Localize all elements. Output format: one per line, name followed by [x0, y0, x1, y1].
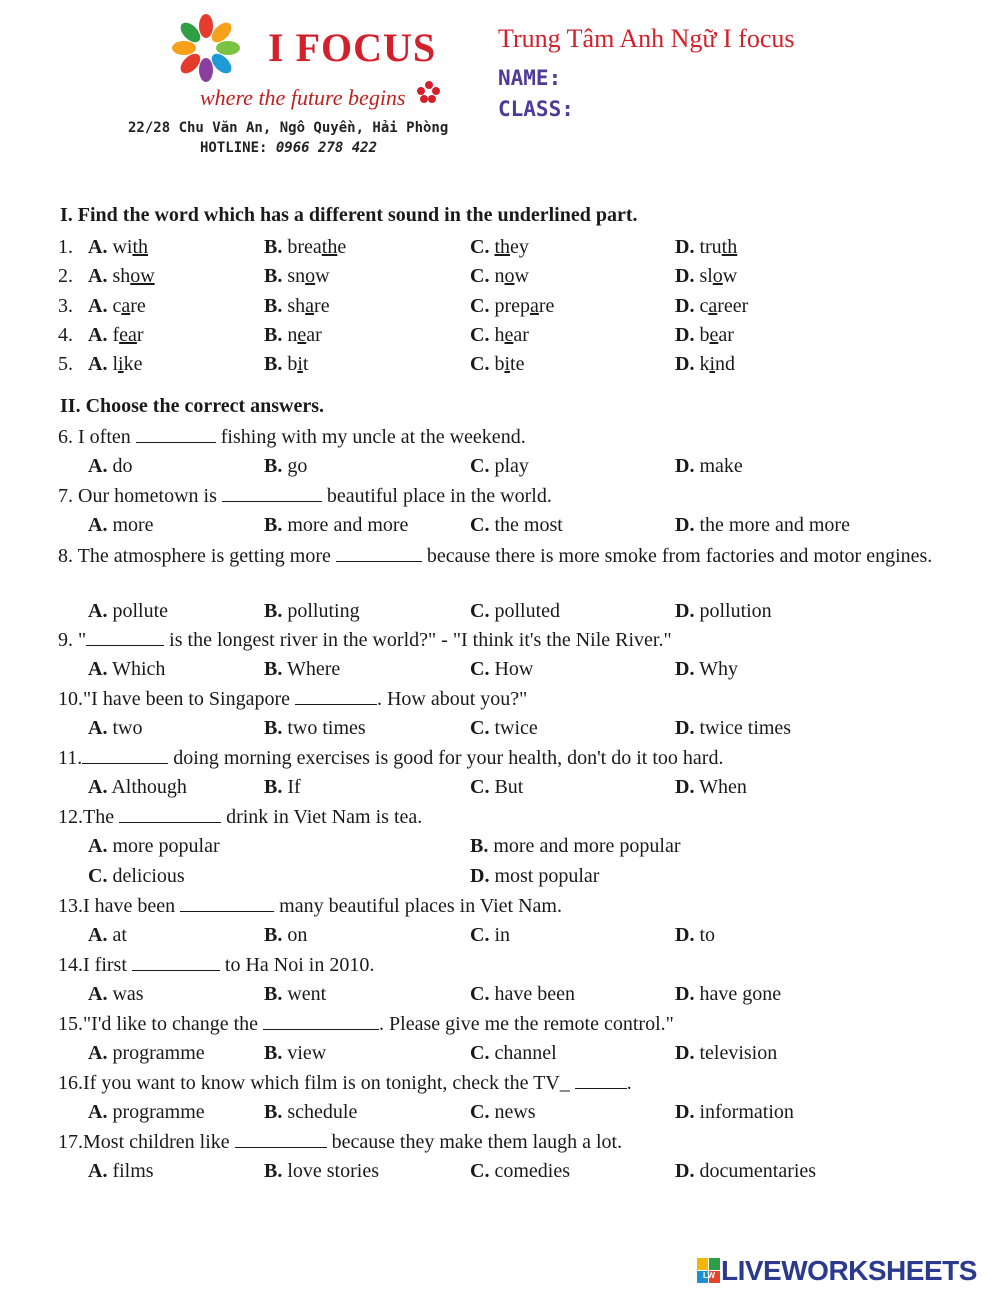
- stem-text: "I'd like to change the: [83, 1013, 264, 1035]
- liveworksheets-text: LIVEWORKSHEETS: [721, 1255, 977, 1286]
- options-row: [58, 862, 958, 890]
- question-number: 11.: [58, 747, 83, 769]
- option-b[interactable]: B. Where: [264, 658, 341, 680]
- worksheet-header: [0, 0, 1000, 190]
- question-number: 15.: [58, 1013, 83, 1035]
- underlined-part: e: [504, 324, 514, 346]
- question-14: [58, 951, 938, 979]
- underlined-part: e: [709, 324, 719, 346]
- question-7: [58, 482, 938, 510]
- answer-blank[interactable]: [119, 804, 221, 823]
- options-row: [58, 597, 958, 625]
- underlined-part: ea: [119, 324, 137, 346]
- option-d[interactable]: D. have gone: [675, 983, 782, 1005]
- stem-text: I first: [83, 954, 132, 976]
- option-c[interactable]: C. delicious: [88, 865, 185, 887]
- question-6: [58, 423, 938, 451]
- option-b[interactable]: B. near: [264, 324, 322, 346]
- underlined-part: a: [530, 295, 539, 317]
- option-a[interactable]: A. more: [88, 514, 154, 536]
- option-c[interactable]: C. news: [470, 1101, 536, 1123]
- underlined-part: th: [132, 236, 149, 258]
- option-d[interactable]: D. career: [675, 295, 749, 317]
- stem-text: is the longest river in the world?" - "I think it's the Nile River.": [164, 629, 672, 651]
- option-b[interactable]: B. snow: [264, 265, 330, 287]
- option-b[interactable]: B. on: [264, 924, 308, 946]
- stem-text: many beautiful places in Viet Nam.: [274, 895, 562, 917]
- option-b[interactable]: B. If: [264, 776, 301, 798]
- option-b[interactable]: B. polluting: [264, 600, 360, 622]
- options-row: [58, 655, 958, 683]
- option-c[interactable]: C. twice: [470, 717, 538, 739]
- name-field-label: NAME:: [498, 66, 562, 90]
- underlined-part: a: [305, 295, 315, 317]
- option-c[interactable]: C. bite: [470, 353, 525, 375]
- hotline-label: HOTLINE:: [200, 140, 268, 156]
- option-d[interactable]: D. pollution: [675, 600, 772, 622]
- liveworksheets-badge-icon: [697, 1258, 721, 1284]
- stem-text: because there is more smoke from factories and motor engines.: [421, 545, 933, 567]
- option-a[interactable]: A. care: [88, 295, 146, 317]
- question-number: 3.: [58, 295, 73, 317]
- liveworksheets-logo[interactable]: [697, 1256, 977, 1286]
- option-b[interactable]: B. schedule: [264, 1101, 358, 1123]
- answer-blank[interactable]: [86, 627, 164, 646]
- question-1: [58, 233, 958, 261]
- options-row: [58, 452, 958, 480]
- underlined-part: th: [494, 236, 511, 258]
- brand-name: I FOCUS: [268, 25, 437, 70]
- option-d[interactable]: D. truth: [675, 236, 738, 258]
- question-number: 7.: [58, 485, 73, 507]
- center-address: 22/28 Chu Văn An, Ngô Quyền, Hải Phòng: [128, 120, 449, 136]
- question-8: [58, 542, 938, 570]
- options-row: [58, 1157, 958, 1185]
- option-b[interactable]: B. breathe: [264, 236, 347, 258]
- option-c[interactable]: C. How: [470, 658, 534, 680]
- underlined-part: i: [504, 353, 511, 375]
- question-16: [58, 1069, 938, 1097]
- badge-text: LW: [703, 1271, 715, 1280]
- option-d[interactable]: D. to: [675, 924, 716, 946]
- option-a[interactable]: A. do: [88, 455, 133, 477]
- options-row: [58, 511, 958, 539]
- question-number: 12.: [58, 806, 83, 828]
- stem-text: fishing with my uncle at the weekend.: [215, 426, 526, 448]
- class-field-label: CLASS:: [498, 97, 574, 121]
- question-number: 5.: [58, 353, 73, 375]
- options-row: [58, 980, 958, 1008]
- answer-blank[interactable]: [132, 952, 220, 971]
- option-a[interactable]: A. pollute: [88, 600, 168, 622]
- option-a[interactable]: A. show: [88, 265, 155, 287]
- question-17: [58, 1128, 938, 1156]
- answer-blank[interactable]: [180, 893, 274, 912]
- option-a[interactable]: A. was: [88, 983, 144, 1005]
- question-3: [58, 292, 958, 320]
- underlined-part: o: [305, 265, 316, 287]
- option-a[interactable]: A. programme: [88, 1101, 205, 1123]
- underlined-part: o: [712, 265, 723, 287]
- option-b[interactable]: B. love stories: [264, 1160, 379, 1182]
- question-number: 16.: [58, 1072, 83, 1094]
- option-d[interactable]: D. Why: [675, 658, 738, 680]
- option-a[interactable]: A. with: [88, 236, 149, 258]
- answer-blank[interactable]: [235, 1129, 327, 1148]
- option-c[interactable]: C. polluted: [470, 600, 560, 622]
- underlined-part: th: [721, 236, 738, 258]
- stem-text: Our hometown is: [78, 485, 222, 507]
- option-c[interactable]: C. they: [470, 236, 529, 258]
- star-logo-icon: [170, 12, 242, 84]
- question-13: [58, 892, 938, 920]
- option-d[interactable]: D. television: [675, 1042, 778, 1064]
- question-number: 2.: [58, 265, 73, 287]
- question-number: 9.: [58, 629, 73, 651]
- option-b[interactable]: B. more and more: [264, 514, 409, 536]
- option-a[interactable]: A. more popular: [88, 835, 220, 857]
- question-15: [58, 1010, 938, 1038]
- option-a[interactable]: A. two: [88, 717, 143, 739]
- option-a[interactable]: A. at: [88, 924, 127, 946]
- stem-text: . Please give me the remote control.": [379, 1013, 674, 1035]
- underlined-part: i: [297, 353, 303, 375]
- options-row: [58, 714, 958, 742]
- option-c[interactable]: C. But: [470, 776, 524, 798]
- question-number: 1.: [58, 236, 73, 258]
- option-d[interactable]: D. kind: [675, 353, 736, 375]
- option-d[interactable]: D. the more and more: [675, 514, 850, 536]
- question-5: [58, 350, 958, 378]
- question-number: 14.: [58, 954, 83, 976]
- question-number: 6.: [58, 426, 73, 448]
- option-a[interactable]: A. programme: [88, 1042, 205, 1064]
- answer-blank[interactable]: [136, 424, 216, 443]
- option-d[interactable]: D. twice times: [675, 717, 792, 739]
- stem-text: ": [78, 629, 87, 651]
- center-name: Trung Tâm Anh Ngữ I focus: [498, 24, 795, 53]
- stem-text: I often: [78, 426, 136, 448]
- option-c[interactable]: C. have been: [470, 983, 575, 1005]
- option-d[interactable]: D. documentaries: [675, 1160, 817, 1182]
- options-row: [58, 1098, 958, 1126]
- stem-text: because they make them laugh a lot.: [326, 1131, 623, 1153]
- stem-text: doing morning exercises is good for your health, don't do it too hard.: [168, 747, 724, 769]
- option-d[interactable]: D. slow: [675, 265, 738, 287]
- underlined-part: i: [709, 353, 716, 375]
- flower-icon: [417, 80, 441, 104]
- question-number: 13.: [58, 895, 83, 917]
- hotline: [200, 140, 377, 156]
- option-b[interactable]: B. two times: [264, 717, 366, 739]
- stem-text: "I have been to Singapore: [83, 688, 295, 710]
- option-a[interactable]: A. fear: [88, 324, 144, 346]
- option-a[interactable]: A. Which: [88, 658, 166, 680]
- stem-text: . How about you?": [376, 688, 528, 710]
- stem-text: If you want to know which film is on tonight, check the TV_: [83, 1072, 575, 1094]
- option-a[interactable]: A. films: [88, 1160, 154, 1182]
- option-b[interactable]: B. share: [264, 295, 330, 317]
- answer-blank[interactable]: [222, 483, 322, 502]
- question-9: [58, 626, 938, 654]
- stem-text: The: [83, 806, 120, 828]
- answer-blank[interactable]: [575, 1070, 627, 1089]
- question-12: [58, 803, 938, 831]
- brand-slogan: where the future begins: [200, 85, 406, 110]
- stem-text: to Ha Noi in 2010.: [219, 954, 375, 976]
- option-b[interactable]: B. bit: [264, 353, 309, 375]
- option-c[interactable]: C. in: [470, 924, 511, 946]
- answer-blank[interactable]: [263, 1011, 379, 1030]
- answer-blank[interactable]: [336, 543, 422, 562]
- option-d[interactable]: D. When: [675, 776, 747, 798]
- option-b[interactable]: B. view: [264, 1042, 327, 1064]
- option-b[interactable]: B. go: [264, 455, 308, 477]
- question-10: [58, 685, 938, 713]
- hotline-number: 0966 278 422: [275, 140, 378, 156]
- question-number: 10.: [58, 688, 83, 710]
- section-1-title: I. Find the word which has a different sound in the underlined part.: [60, 204, 638, 226]
- stem-text: I have been: [83, 895, 181, 917]
- underlined-part: i: [118, 353, 124, 375]
- question-11: [58, 744, 938, 772]
- question-number: 17.: [58, 1131, 83, 1153]
- underlined-part: a: [121, 295, 131, 317]
- option-c[interactable]: C. hear: [470, 324, 529, 346]
- option-b[interactable]: B. more and more popular: [470, 835, 681, 857]
- option-d[interactable]: D. make: [675, 455, 743, 477]
- option-d[interactable]: D. bear: [675, 324, 734, 346]
- options-row: [58, 921, 958, 949]
- answer-blank[interactable]: [82, 745, 168, 764]
- option-c[interactable]: C. play: [470, 455, 529, 477]
- stem-text: The atmosphere is getting more: [77, 545, 336, 567]
- option-c[interactable]: C. comedies: [470, 1160, 570, 1182]
- option-a[interactable]: A. like: [88, 353, 143, 375]
- options-row: [58, 832, 958, 860]
- option-d[interactable]: D. most popular: [470, 865, 600, 887]
- question-2: [58, 262, 958, 290]
- question-number: 4.: [58, 324, 73, 346]
- answer-blank[interactable]: [295, 686, 377, 705]
- option-a[interactable]: A. Although: [88, 776, 187, 798]
- options-row: [58, 1039, 958, 1067]
- underlined-part: o: [504, 265, 515, 287]
- stem-text: .: [626, 1072, 632, 1094]
- option-b[interactable]: B. went: [264, 983, 327, 1005]
- option-d[interactable]: D. information: [675, 1101, 794, 1123]
- option-c[interactable]: C. prepare: [470, 295, 555, 317]
- question-4: [58, 321, 958, 349]
- underlined-part: e: [297, 324, 307, 346]
- section-2-title: II. Choose the correct answers.: [60, 395, 325, 417]
- option-c[interactable]: C. channel: [470, 1042, 557, 1064]
- stem-text: drink in Viet Nam is tea.: [221, 806, 423, 828]
- underlined-part: th: [321, 236, 338, 258]
- option-c[interactable]: C. the most: [470, 514, 563, 536]
- underlined-part: ow: [130, 265, 155, 287]
- stem-text: beautiful place in the world.: [321, 485, 552, 507]
- underlined-part: a: [708, 295, 718, 317]
- question-number: 8.: [58, 545, 73, 567]
- option-c[interactable]: C. now: [470, 265, 529, 287]
- stem-text: Most children like: [83, 1131, 235, 1153]
- options-row: [58, 773, 958, 801]
